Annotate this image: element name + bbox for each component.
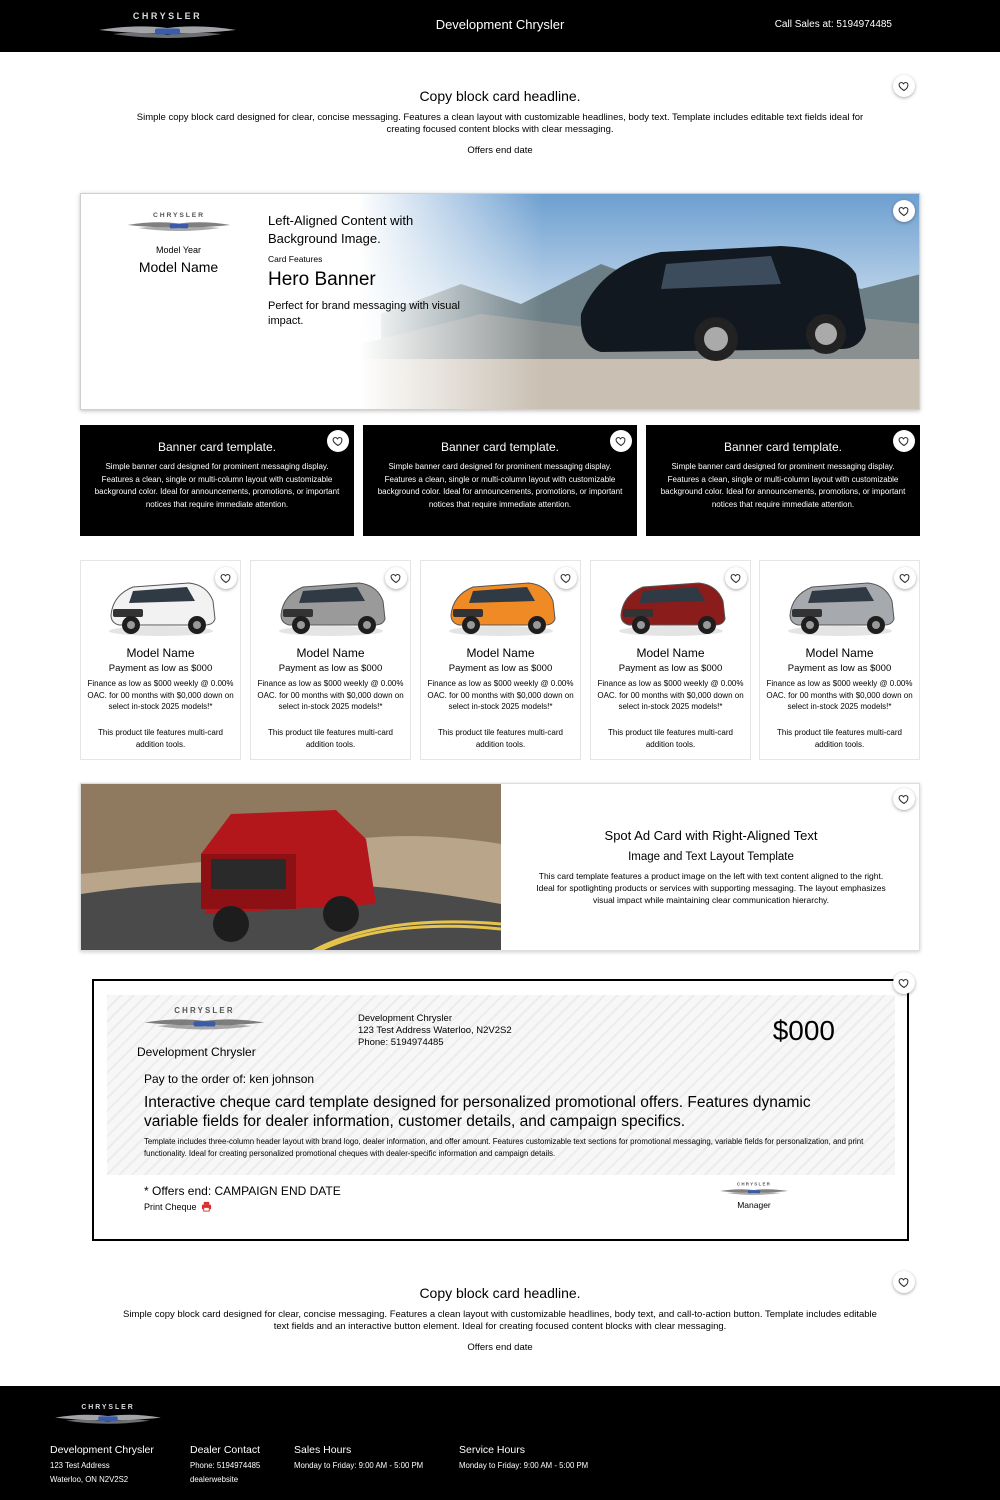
cheque-amount: $000	[772, 1015, 835, 1046]
product-note: This product tile features multi-card addition tools.	[268, 728, 393, 749]
product-model-name: Model Name	[466, 646, 535, 660]
hero-description: Perfect for brand messaging with visual impact.	[268, 300, 460, 327]
manager-signature	[714, 1181, 794, 1210]
banner-body: Simple banner card designed for prominent messaging display. Features a clean, single or multi-column layout with customizable background color. Ideal for announcements, promotions, or important notices that require immediate attention.	[377, 462, 623, 509]
model-year: Model Year	[155, 245, 202, 255]
footer-dealer-city: Waterloo, ON N2V2S2	[50, 1475, 129, 1484]
copy-headline: Copy block card headline.	[419, 88, 581, 104]
copy-block-bottom	[80, 1285, 920, 1353]
hero-banner-card	[80, 193, 920, 410]
footer-contact-title: Dealer Contact	[190, 1444, 261, 1456]
cheque-address: 123 Test Address Waterloo, N2V2S2	[358, 1025, 512, 1036]
copy-body: Simple copy block card designed for clear, concise messaging. Features a clean layout with customizable headlines, body text, and call-to-action button. Template includes editable text fields and an interactive button element. Ideal for creating focused content blocks with clear messaging.	[123, 1309, 877, 1332]
product-finance: Finance as low as $000 weekly @ 0.00% OAC. for 00 months with $0,000 down on select in-stock 2025 models!*	[87, 679, 234, 711]
favorite-heart-icon[interactable]	[893, 972, 915, 994]
cheque-body	[107, 995, 895, 1175]
product-finance: Finance as low as $000 weekly @ 0.00% OAC. for 00 months with $0,000 down on select in-stock 2025 models!*	[427, 679, 574, 711]
favorite-heart-icon[interactable]	[894, 567, 916, 589]
sales-phone-link[interactable]: Call Sales at: 5194974485	[774, 19, 892, 30]
banner-title: Banner card template.	[157, 440, 277, 454]
cheque-card	[92, 979, 909, 1241]
cheque-pay-to: Pay to the order of: ken johnson	[144, 1072, 315, 1086]
banner-card	[80, 425, 354, 536]
product-finance: Finance as low as $000 weekly @ 0.00% OAC. for 00 months with $0,000 down on select in-stock 2025 models!*	[257, 679, 404, 711]
footer-dealer	[50, 1444, 154, 1484]
cheque-dealer-info	[358, 1013, 512, 1049]
product-finance: Finance as low as $000 weekly @ 0.00% OAC. for 00 months with $0,000 down on select in-stock 2025 models!*	[766, 679, 913, 711]
cheque-offers-end: * Offers end: CAMPAIGN END DATE	[144, 1184, 341, 1198]
printer-icon	[201, 1201, 212, 1212]
product-note: This product tile features multi-card addition tools.	[777, 728, 902, 749]
copy-block-top	[80, 88, 920, 156]
product-model-name: Model Name	[126, 646, 195, 660]
hero-features-label: Card Features	[268, 254, 323, 264]
dealer-title: Development Chrysler	[435, 17, 565, 32]
footer-service-time: Monday to Friday: 9:00 AM - 5:00 PM	[459, 1461, 589, 1470]
cheque-headline: Interactive cheque card template designed for personalized promotional offers. Features dynamic variable fields for dealer information, customer details, and campaign specifics.	[144, 1094, 811, 1130]
product-tile[interactable]	[420, 560, 581, 760]
favorite-heart-icon[interactable]	[385, 567, 407, 589]
product-model-name: Model Name	[805, 646, 874, 660]
product-tile[interactable]	[590, 560, 751, 760]
copy-body: Simple copy block card designed for clear, concise messaging. Features a clean layout with customizable headlines, body text. Template includes editable text fields ideal for creating focused content blocks with clear messaging.	[136, 112, 864, 135]
footer-sales-time: Monday to Friday: 9:00 AM - 5:00 PM	[294, 1461, 424, 1470]
spot-body: This card template features a product image on the left with text content aligned to the right. Ideal for spotlighting products or services with supporting messaging. The layout emphasizes visual impact while maintaining clear communication hierarchy.	[536, 871, 886, 905]
banner-body: Simple banner card designed for prominent messaging display. Features a clean, single or multi-column layout with customizable background color. Ideal for announcements, promotions, or important notices that require immediate attention.	[94, 462, 340, 509]
footer-service-title: Service Hours	[459, 1444, 525, 1456]
favorite-heart-icon[interactable]	[555, 567, 577, 589]
cheque-dealer-name: Development Chrysler	[137, 1045, 256, 1059]
hero-title: Hero Banner	[268, 269, 376, 290]
banner-card	[363, 425, 637, 536]
product-model-name: Model Name	[636, 646, 705, 660]
favorite-heart-icon[interactable]	[215, 567, 237, 589]
pickup-icon	[609, 567, 734, 639]
product-note: This product tile features multi-card addition tools.	[608, 728, 733, 749]
copy-headline: Copy block card headline.	[419, 1285, 581, 1301]
product-tile[interactable]	[759, 560, 920, 760]
banner-title: Banner card template.	[440, 440, 560, 454]
product-note: This product tile features multi-card addition tools.	[98, 728, 223, 749]
product-payment: Payment as low as $000	[787, 663, 892, 674]
footer-sales-hours	[294, 1444, 423, 1470]
spot-ad-card	[80, 783, 920, 951]
favorite-heart-icon[interactable]	[725, 567, 747, 589]
product-tile[interactable]	[250, 560, 411, 760]
banner-title: Banner card template.	[723, 440, 843, 454]
chrysler-logo[interactable]	[52, 1402, 164, 1427]
product-payment: Payment as low as $000	[278, 663, 383, 674]
footer-sales-title: Sales Hours	[294, 1444, 352, 1456]
footer-website-link[interactable]: dealerwebsite	[190, 1475, 239, 1484]
chrysler-logo	[718, 1181, 790, 1197]
spot-text	[531, 828, 891, 906]
favorite-heart-icon[interactable]	[893, 75, 915, 97]
product-model-name: Model Name	[296, 646, 365, 660]
product-payment: Payment as low as $000	[108, 663, 213, 674]
favorite-heart-icon[interactable]	[893, 1271, 915, 1293]
product-payment: Payment as low as $000	[448, 663, 553, 674]
spot-title: Spot Ad Card with Right-Aligned Text	[604, 828, 818, 843]
manager-label: Manager	[737, 1200, 771, 1210]
footer-dealer-address: 123 Test Address	[50, 1461, 110, 1470]
site-footer	[0, 1386, 1000, 1500]
coupe-icon	[439, 567, 564, 639]
truck-image	[81, 784, 501, 951]
product-finance: Finance as low as $000 weekly @ 0.00% OAC. for 00 months with $0,000 down on select in-stock 2025 models!*	[597, 679, 744, 711]
favorite-heart-icon[interactable]	[893, 430, 915, 452]
cheque-addr-name: Development Chrysler	[358, 1013, 452, 1024]
hero-headline: Left-Aligned Content with Background Image.	[268, 213, 414, 246]
chrysler-logo	[124, 210, 234, 234]
hero-brand-block	[111, 210, 246, 275]
banner-body: Simple banner card designed for prominent messaging display. Features a clean, single or multi-column layout with customizable background color. Ideal for announcements, promotions, or important notices that require immediate attention.	[660, 462, 906, 509]
favorite-heart-icon[interactable]	[893, 200, 915, 222]
footer-phone[interactable]: Phone: 5194974485	[190, 1461, 261, 1470]
minivan-icon	[99, 567, 224, 639]
favorite-heart-icon[interactable]	[893, 788, 915, 810]
cheque-description: Template includes three-column header layout with brand logo, dealer information, and offer amount. Features customizable text sections for promotional messaging, variable fields for personalization, and print functionality. Ideal for creating personalized promotional cheques with dealer-specific information and campaign details.	[144, 1137, 864, 1158]
jeep-icon	[778, 567, 903, 639]
site-header	[0, 0, 1000, 52]
suv-icon	[269, 567, 394, 639]
chrysler-logo	[137, 1005, 272, 1033]
spot-subtitle: Image and Text Layout Template	[628, 851, 794, 863]
model-name: Model Name	[138, 259, 219, 275]
footer-service-hours	[459, 1444, 588, 1470]
favorite-heart-icon[interactable]	[610, 430, 632, 452]
product-note: This product tile features multi-card addition tools.	[438, 728, 563, 749]
cheque-phone: Phone: 5194974485	[358, 1037, 444, 1048]
print-cheque-label: Print Cheque	[144, 1202, 197, 1212]
product-payment: Payment as low as $000	[618, 663, 723, 674]
banner-card	[646, 425, 920, 536]
footer-contact	[190, 1444, 260, 1484]
favorite-heart-icon[interactable]	[327, 430, 349, 452]
print-cheque-button[interactable]	[144, 1201, 212, 1212]
hero-text	[268, 212, 468, 329]
product-tile[interactable]	[80, 560, 241, 760]
offers-end-date: Offers end date	[467, 1342, 533, 1353]
offers-end-date: Offers end date	[467, 145, 533, 156]
footer-dealer-title: Development Chrysler	[50, 1444, 154, 1456]
